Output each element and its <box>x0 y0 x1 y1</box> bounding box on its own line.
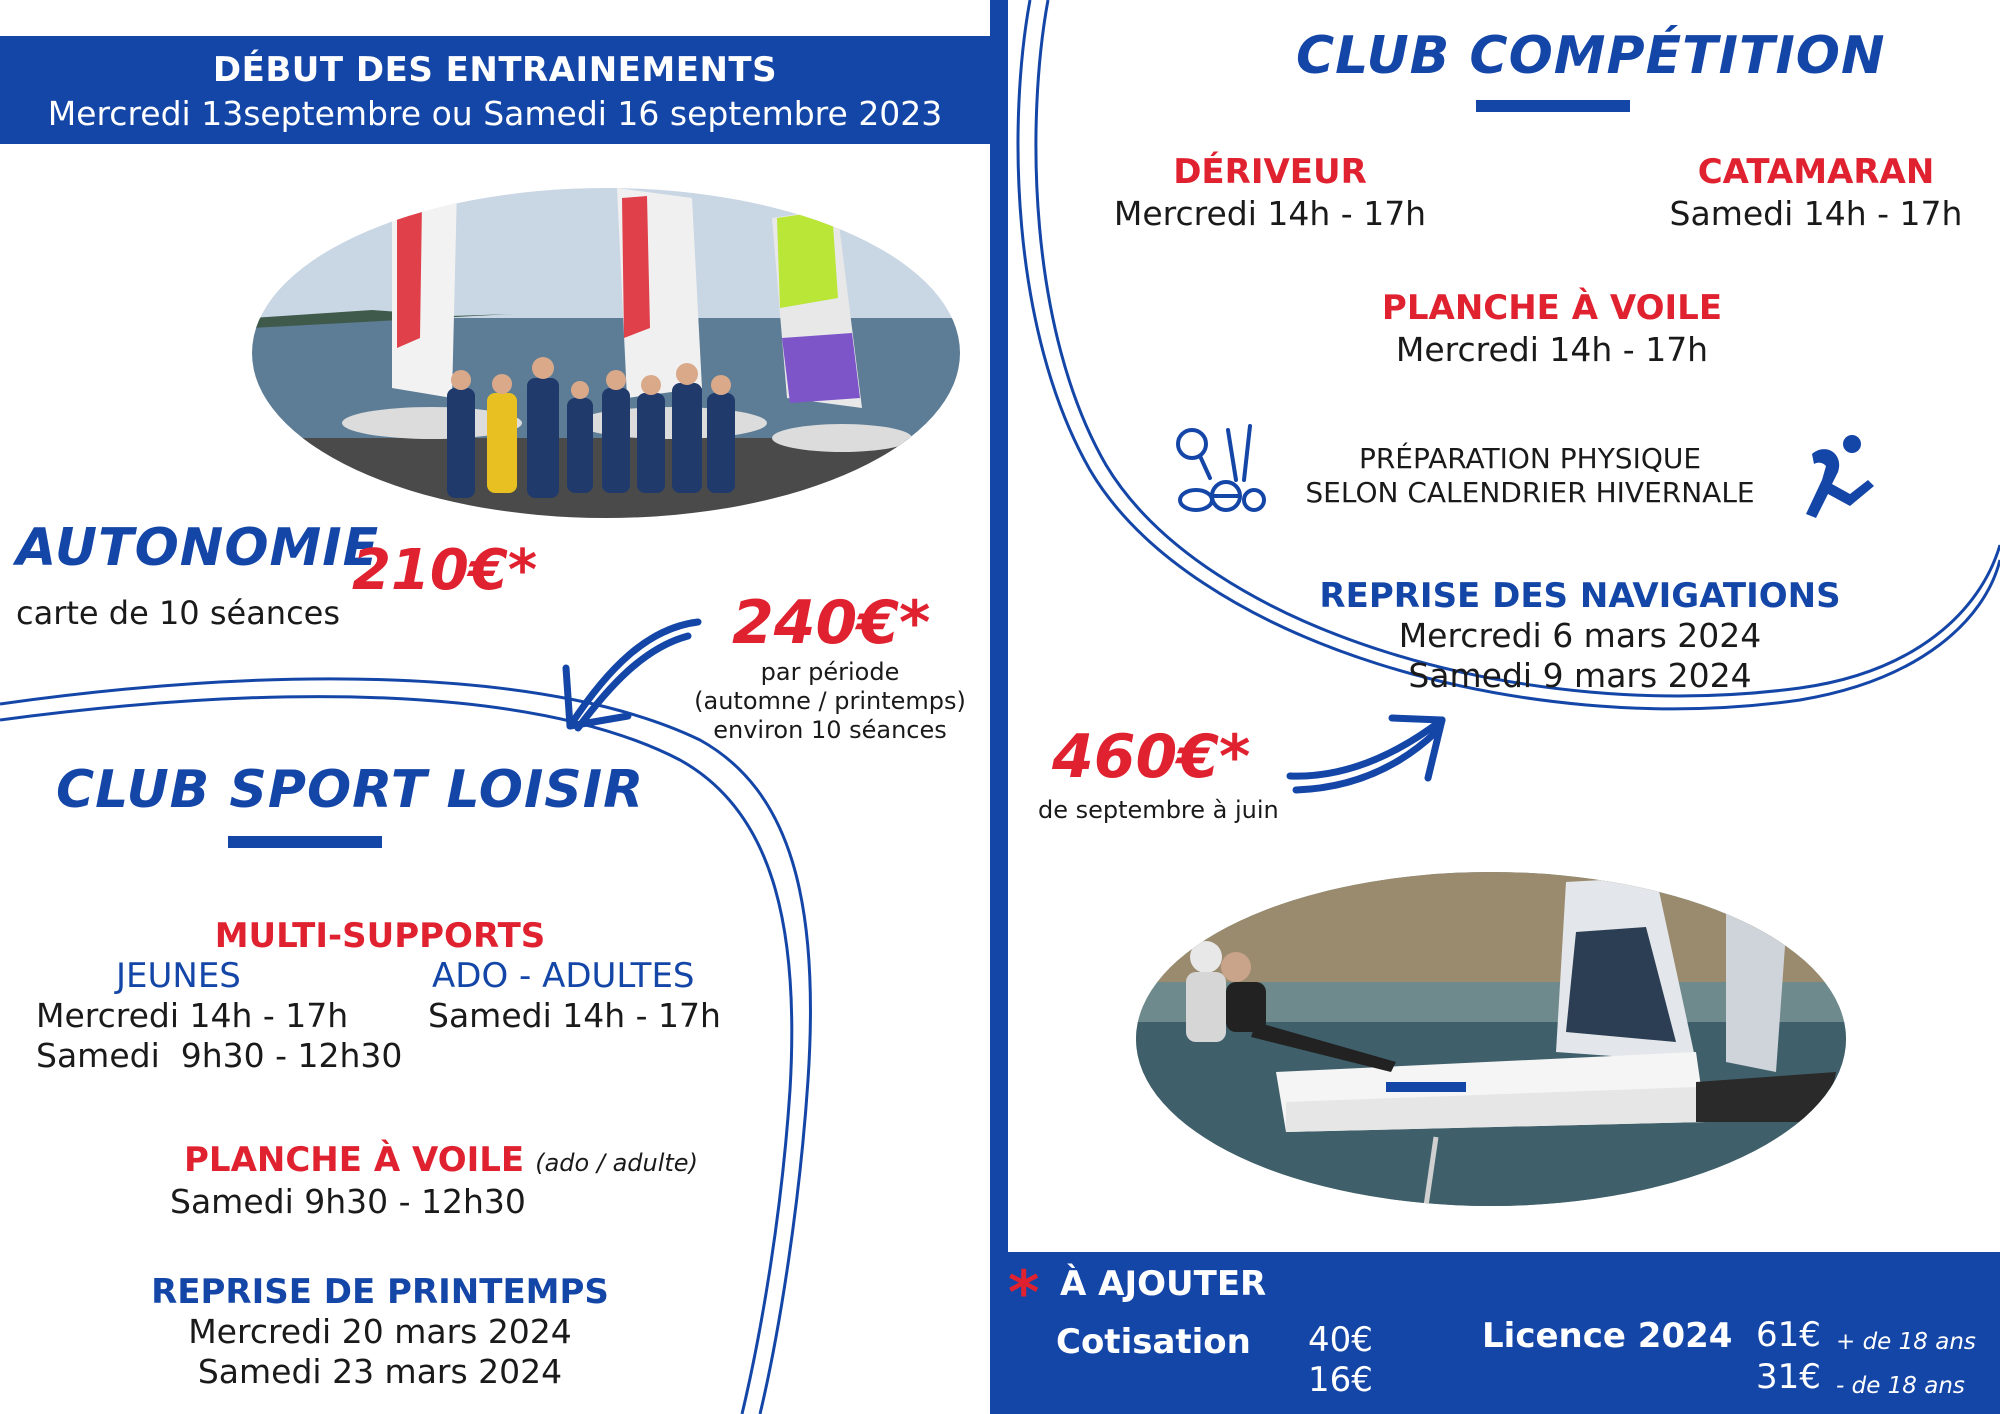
reprise-navigations-line-1: Mercredi 6 mars 2024 <box>1398 616 1762 655</box>
reprise-printemps-title: REPRISE DE PRINTEMPS <box>151 1272 609 1312</box>
competition-title: CLUB COMPÉTITION <box>1296 26 1886 86</box>
competition-planche-title: PLANCHE À VOILE <box>1381 288 1723 328</box>
loisir-planche-heading <box>184 1140 698 1180</box>
loisir-planche-schedule: Samedi 9h30 - 12h30 <box>170 1182 526 1221</box>
start-banner <box>0 36 990 144</box>
reprise-printemps-line-2: Samedi 23 mars 2024 <box>197 1352 563 1391</box>
reprise-navigations-line-2: Samedi 9 mars 2024 <box>1408 656 1752 695</box>
catamaran-block <box>1646 152 1986 233</box>
autonomie-price: 210€* <box>352 538 538 603</box>
competition-title-underline <box>1476 100 1630 112</box>
arrow-up-right-icon <box>1282 708 1452 808</box>
cotisation-values <box>1308 1320 1373 1400</box>
reprise-navigations-title: REPRISE DES NAVIGATIONS <box>1319 576 1841 616</box>
ado-adultes-schedule: Samedi 14h - 17h <box>428 996 721 1035</box>
period-price: 240€* <box>732 588 931 658</box>
racing-catamaran-photo <box>1136 872 1846 1206</box>
licence-value-2: 31€ <box>1756 1357 1821 1397</box>
prep-line-2: SELON CALENDRIER HIVERNALE <box>1305 476 1755 509</box>
jeunes-line-1: Mercredi 14h - 17h <box>36 996 349 1035</box>
catamaran-schedule: Samedi 14h - 17h <box>1669 194 1963 233</box>
autonomie-desc: carte de 10 séances <box>16 594 341 632</box>
center-divider <box>990 0 1008 1414</box>
jeunes-line-2: Samedi 9h30 - 12h30 <box>36 1036 403 1075</box>
reprise-printemps-line-1: Mercredi 20 mars 2024 <box>188 1312 572 1351</box>
sports-equipment-icon <box>1170 420 1270 516</box>
arrow-down-left-icon <box>548 608 708 738</box>
loisir-planche-note: (ado / adulte) <box>535 1149 698 1177</box>
competition-planche-block <box>1352 288 1752 369</box>
licence-notes <box>1836 1320 1976 1408</box>
annual-price: 460€* <box>1052 722 1251 792</box>
extras-banner <box>1008 1252 2000 1414</box>
deriveur-schedule: Mercredi 14h - 17h <box>1113 194 1427 233</box>
autonomie-title: AUTONOMIE <box>16 518 380 578</box>
banner-subtitle: Mercredi 13septembre ou Samedi 16 septembre 2023 <box>47 94 943 133</box>
competition-planche-schedule: Mercredi 14h - 17h <box>1395 330 1709 369</box>
period-line-2: (automne / printemps) <box>694 687 966 715</box>
jeunes-label: JEUNES <box>116 956 241 996</box>
period-line-3: environ 10 séances <box>713 716 947 744</box>
annual-price-desc: de septembre à juin <box>1038 796 1279 824</box>
licence-note-2: - de 18 ans <box>1836 1373 1965 1399</box>
loisir-title: CLUB SPORT LOISIR <box>56 760 645 820</box>
multi-supports-title: MULTI-SUPPORTS <box>214 916 546 956</box>
deriveur-title: DÉRIVEUR <box>1173 152 1367 192</box>
period-line-1: par période <box>760 658 900 686</box>
preparation-physique <box>1270 442 1790 510</box>
deriveur-block <box>1100 152 1440 233</box>
licence-values <box>1756 1314 1821 1398</box>
reprise-printemps-dates <box>140 1312 620 1392</box>
jeunes-schedule <box>36 996 402 1076</box>
group-photo-illustration <box>252 188 960 518</box>
loisir-planche-title: PLANCHE À VOILE <box>184 1140 525 1180</box>
catamaran-title: CATAMARAN <box>1697 152 1935 192</box>
period-price-details <box>690 658 970 745</box>
loisir-title-underline <box>228 836 382 848</box>
prep-line-1: PRÉPARATION PHYSIQUE <box>1358 442 1702 475</box>
group-photo <box>252 188 960 518</box>
racing-catamaran-illustration <box>1136 872 1846 1206</box>
licence-note-1: + de 18 ans <box>1836 1329 1976 1355</box>
banner-title: DÉBUT DES ENTRAINEMENTS <box>212 50 778 90</box>
reprise-navigations-dates <box>1300 616 1860 696</box>
cotisation-value-2: 16€ <box>1308 1360 1373 1400</box>
extras-title: À AJOUTER <box>1060 1264 1267 1304</box>
ado-adultes-label: ADO - ADULTES <box>432 956 695 996</box>
licence-value-1: 61€ <box>1756 1315 1821 1355</box>
cotisation-label: Cotisation <box>1056 1322 1251 1362</box>
extras-star: * <box>1008 1258 1040 1328</box>
cotisation-value-1: 40€ <box>1308 1320 1373 1360</box>
runner-icon <box>1792 432 1882 518</box>
licence-label: Licence 2024 <box>1482 1316 1733 1356</box>
